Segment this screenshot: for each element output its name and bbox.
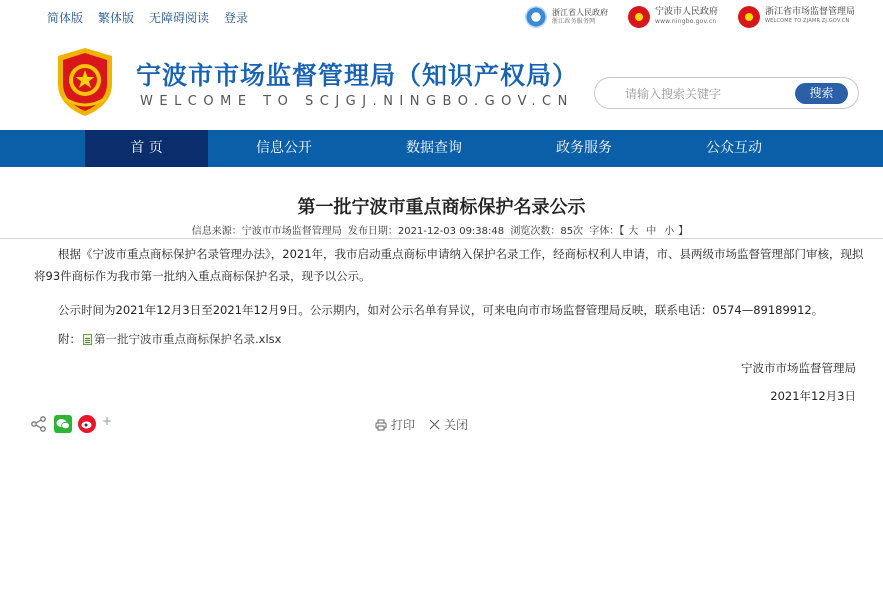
- nav-gov-services[interactable]: 政务服务: [556, 140, 612, 156]
- wechat-icon[interactable]: [54, 415, 72, 433]
- main-nav: [0, 130, 883, 167]
- article-paragraph: 根据《宁波市重点商标保护名录管理办法》，2021年，我市启动重点商标申请纳入保护名录工作，经商标权利人申请，市、县两级市场监督管理部门审核，现拟将93件商标作为我市第一批纳入重点商标保护名录，现予以公示。: [34, 247, 864, 283]
- zhejiang-gov-link[interactable]: [525, 6, 608, 28]
- attachment-link[interactable]: 第一批宁波市重点商标保护名录.xlsx: [94, 332, 282, 346]
- print-label: 打印: [391, 418, 416, 432]
- simplified-chinese-link[interactable]: 简体版: [47, 11, 84, 25]
- print-button[interactable]: [375, 416, 415, 433]
- partner-logos: [525, 6, 855, 28]
- close-button[interactable]: [429, 416, 468, 433]
- article-paragraph: 公示时间为2021年12月3日至2021年12月9日。公示期内，如对公示名单有异议，可来电向市市场监督管理局反映，联系电话：0574—89189912。: [58, 303, 824, 317]
- search-box: [594, 77, 859, 109]
- national-emblem-icon: [628, 6, 650, 28]
- top-links: [47, 9, 248, 26]
- article-title: 第一批宁波市重点商标保护名录公示: [297, 197, 586, 218]
- site-subtitle: WELCOME TO SCJGJ.NINGBO.GOV.CN: [140, 94, 574, 109]
- partner-subtext: www.ningbo.gov.cn: [654, 18, 717, 25]
- traditional-chinese-link[interactable]: 繁体版: [98, 11, 135, 25]
- site-header: [0, 36, 883, 130]
- article-meta: [0, 222, 883, 237]
- signature-org: 宁波市市场监督管理局: [741, 361, 856, 375]
- weibo-icon[interactable]: [78, 415, 96, 433]
- font-size-small-button[interactable]: 小: [664, 226, 675, 237]
- signature-date: 2021年12月3日: [770, 389, 856, 403]
- article-views: 浏览次数：85次: [510, 226, 584, 237]
- zhejiang-amr-link[interactable]: [738, 6, 855, 28]
- partner-name: 浙江省市场监督管理局: [764, 7, 855, 17]
- search-button[interactable]: 搜索: [795, 83, 848, 104]
- nav-public-interaction[interactable]: 公众互动: [706, 140, 762, 156]
- attachment-row: [58, 328, 878, 350]
- partner-subtext: 浙江政务服务网: [551, 18, 596, 25]
- font-size-label: 字体：【: [589, 226, 625, 237]
- font-size-medium-button[interactable]: 中: [646, 226, 657, 237]
- partner-name: 浙江省人民政府: [551, 8, 608, 17]
- close-label: 关闭: [444, 418, 469, 432]
- article-tools: [375, 416, 468, 433]
- partner-subtext: WELCOME TO ZJAMR.ZJ.GOV.CN: [764, 18, 850, 24]
- ningbo-gov-link[interactable]: [628, 6, 718, 28]
- article-source: 信息来源：宁波市市场监督管理局: [191, 226, 342, 237]
- nav-info-disclosure[interactable]: 信息公开: [256, 140, 312, 156]
- nav-home[interactable]: 首 页: [85, 130, 208, 167]
- close-icon: [429, 419, 440, 430]
- font-size-large-button[interactable]: 大: [628, 226, 639, 237]
- login-link[interactable]: 登录: [224, 11, 249, 25]
- site-title: 宁波市市场监督管理局（知识产权局）: [136, 61, 579, 90]
- market-regulation-badge-icon: [50, 46, 120, 118]
- nav-data-query[interactable]: 数据查询: [406, 140, 462, 156]
- share-icon[interactable]: [30, 415, 48, 433]
- excel-file-icon: [83, 334, 92, 345]
- printer-icon: [375, 419, 387, 431]
- top-bar: [0, 0, 883, 36]
- partner-name: 宁波市人民政府: [654, 7, 718, 17]
- title-divider: [0, 238, 883, 239]
- share-bar: [30, 415, 112, 433]
- accessibility-link[interactable]: 无障碍阅读: [149, 11, 210, 25]
- attachment-label: 附：: [58, 332, 81, 346]
- market-regulation-emblem-icon: [738, 6, 760, 28]
- article-date: 发布日期：2021-12-03 09:38:48: [347, 226, 505, 237]
- search-input[interactable]: [625, 84, 785, 104]
- font-size-label-end: 】: [678, 226, 689, 237]
- more-share-icon[interactable]: +: [102, 414, 113, 428]
- zhejiang-gov-emblem-icon: [525, 6, 547, 28]
